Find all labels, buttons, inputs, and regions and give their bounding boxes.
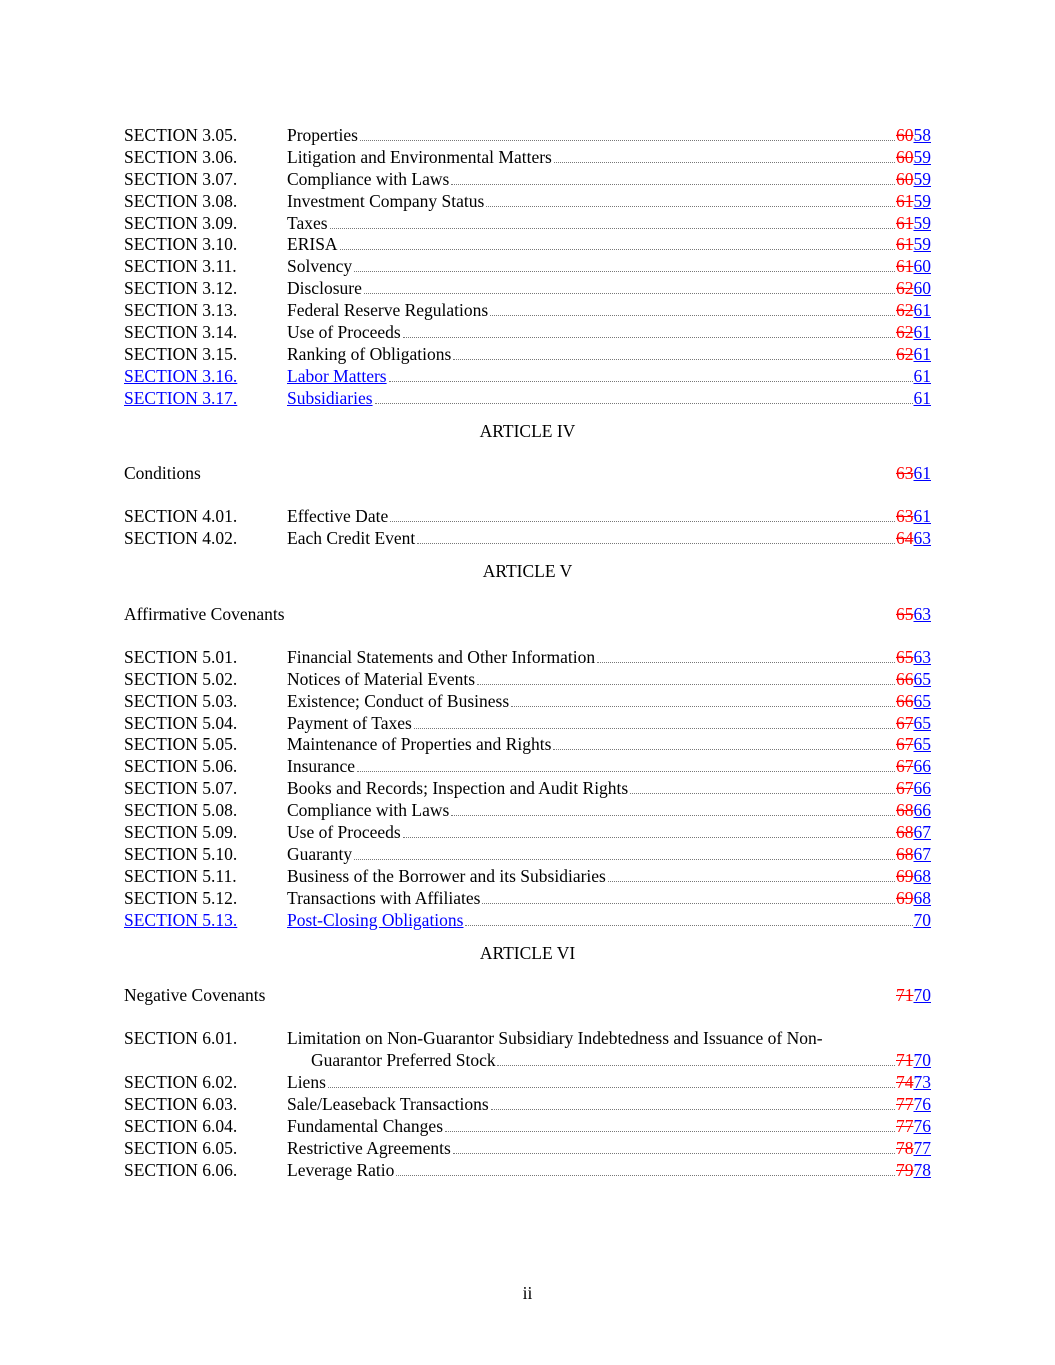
old-page-number: 63	[896, 506, 914, 527]
dot-leader	[403, 322, 895, 338]
old-page-number: 61	[896, 256, 914, 277]
section-title: Post-Closing Obligations	[287, 909, 464, 930]
new-page-link[interactable]: 65	[913, 668, 931, 689]
section-number: SECTION 4.02.	[124, 528, 238, 549]
toc-entry[interactable]	[124, 506, 931, 528]
toc-entry[interactable]	[124, 888, 931, 910]
section-title: Transactions with Affiliates	[287, 887, 481, 908]
toc-entry[interactable]	[124, 1116, 931, 1138]
new-page-link[interactable]: 73	[913, 1072, 931, 1093]
old-page-number: 71	[896, 1050, 914, 1071]
new-page-link[interactable]: 66	[913, 800, 931, 821]
toc-article-iii-sections	[124, 125, 931, 410]
section-title: Payment of Taxes	[287, 712, 412, 733]
new-page-link[interactable]: 61	[913, 506, 931, 527]
new-page-link[interactable]: 59	[913, 146, 931, 167]
section-title-line-1: Limitation on Non-Guarantor Subsidiary Indebtedness and Issuance of Non-	[287, 1028, 823, 1049]
article-iv-title: Conditions	[124, 463, 201, 484]
section-number: SECTION 3.15.	[124, 343, 238, 364]
section-number: SECTION 3.10.	[124, 234, 238, 255]
section-title: Sale/Leaseback Transactions	[287, 1093, 489, 1114]
old-page-number: 67	[896, 712, 914, 733]
toc-entry[interactable]	[124, 366, 931, 388]
section-title: Restrictive Agreements	[287, 1137, 451, 1158]
old-page-number: 78	[896, 1137, 914, 1158]
new-page-link[interactable]: 65	[913, 690, 931, 711]
new-page-link[interactable]: 61	[913, 387, 931, 408]
section-number: SECTION 5.03.	[124, 690, 238, 711]
dot-leader	[490, 300, 895, 316]
page-ref	[896, 234, 931, 256]
toc-entry[interactable]	[124, 910, 931, 932]
old-page-number: 61	[896, 212, 914, 233]
toc-entry[interactable]	[124, 300, 931, 322]
new-page-link[interactable]: 61	[913, 343, 931, 364]
toc-entry[interactable]	[124, 191, 931, 213]
page-ref	[896, 866, 931, 888]
new-page-link[interactable]: 59	[913, 234, 931, 255]
old-page-number: 62	[896, 300, 914, 321]
dot-leader	[597, 647, 895, 663]
section-number: SECTION 5.06.	[124, 756, 238, 777]
page-ref	[896, 844, 931, 866]
section-title: Insurance	[287, 756, 356, 777]
page-ref	[896, 528, 931, 550]
old-page-number: 60	[896, 125, 914, 145]
article-iv-title-row	[124, 463, 931, 485]
page-ref	[896, 713, 931, 735]
dot-leader	[364, 278, 895, 294]
dot-leader	[403, 822, 895, 838]
toc-entry[interactable]	[124, 844, 931, 866]
section-number: SECTION 6.05.	[124, 1137, 238, 1158]
section-number: SECTION 3.06.	[124, 146, 238, 167]
dot-leader	[354, 256, 895, 272]
section-number: SECTION 6.01.	[124, 1028, 238, 1049]
section-number: SECTION 6.04.	[124, 1115, 238, 1136]
toc-entry[interactable]	[124, 344, 931, 366]
section-title: Use of Proceeds	[287, 822, 401, 843]
new-page-link[interactable]: 67	[913, 822, 931, 843]
section-number: SECTION 3.13.	[124, 300, 238, 321]
dot-leader	[486, 191, 895, 207]
new-page-link[interactable]: 58	[913, 125, 931, 145]
page-number-footer: ii	[522, 1283, 533, 1303]
article-v-title: Affirmative Covenants	[124, 604, 285, 625]
table-of-contents	[124, 125, 931, 1182]
toc-entry-section-6-01[interactable]	[124, 1028, 931, 1072]
new-page-link[interactable]: 70	[913, 909, 931, 930]
dot-leader	[445, 1116, 895, 1132]
section-number: SECTION 5.12.	[124, 887, 238, 908]
dot-leader	[451, 800, 895, 816]
toc-entry[interactable]	[124, 169, 931, 191]
new-page-link[interactable]: 77	[913, 1137, 931, 1158]
new-page-link[interactable]: 78	[913, 1159, 931, 1180]
section-title: Subsidiaries	[287, 387, 373, 408]
toc-entry[interactable]	[124, 800, 931, 822]
dot-leader	[497, 1050, 895, 1066]
dot-leader	[375, 388, 913, 404]
dot-leader	[396, 1160, 895, 1176]
toc-entry[interactable]	[124, 734, 931, 756]
toc-entry[interactable]	[124, 278, 931, 300]
section-number: SECTION 3.11.	[124, 256, 237, 277]
page-ref	[896, 125, 931, 147]
dot-leader	[390, 506, 895, 522]
old-page-number: 64	[896, 528, 914, 549]
toc-entry[interactable]	[124, 213, 931, 235]
dot-leader	[453, 1138, 895, 1154]
section-number: SECTION 6.02.	[124, 1072, 238, 1093]
new-page-link[interactable]: 63	[913, 646, 931, 667]
section-number: SECTION 5.07.	[124, 778, 238, 799]
page-ref	[896, 647, 931, 669]
toc-entry[interactable]	[124, 1094, 931, 1116]
page-ref	[914, 366, 932, 388]
section-title: Books and Records; Inspection and Audit Rights	[287, 778, 629, 799]
section-title: Litigation and Environmental Matters	[287, 146, 552, 167]
old-page-number: 77	[896, 1093, 914, 1114]
dot-leader	[482, 888, 895, 904]
section-number: SECTION 3.09.	[124, 212, 238, 233]
article-iv-page	[896, 463, 931, 485]
toc-entry[interactable]	[124, 756, 931, 778]
new-page-link[interactable]: 60	[913, 278, 931, 299]
page-ref	[896, 147, 931, 169]
dot-leader	[553, 734, 895, 750]
old-page-number: 79	[896, 1159, 914, 1180]
page-ref	[896, 1094, 931, 1116]
dot-leader	[477, 669, 895, 685]
toc-entry[interactable]	[124, 388, 931, 410]
section-number: SECTION 6.06.	[124, 1159, 238, 1180]
new-page-link[interactable]: 61	[913, 300, 931, 321]
toc-entry[interactable]	[124, 234, 931, 256]
section-number: SECTION 6.03.	[124, 1093, 238, 1114]
dot-leader	[357, 756, 895, 772]
new-page-link[interactable]: 59	[913, 190, 931, 211]
article-v-title-row	[124, 604, 931, 626]
page-ref	[896, 191, 931, 213]
old-page-number: 62	[896, 343, 914, 364]
new-page-link[interactable]: 65	[913, 734, 931, 755]
old-page-number: 68	[896, 800, 914, 821]
section-number: SECTION 5.02.	[124, 668, 238, 689]
old-page-number: 66	[896, 668, 914, 689]
new-page-link[interactable]: 66	[913, 756, 931, 777]
old-page-number: 67	[896, 734, 914, 755]
section-title: Solvency	[287, 256, 353, 277]
toc-entry[interactable]	[124, 822, 931, 844]
section-number: SECTION 5.11.	[124, 865, 237, 886]
section-title: Maintenance of Properties and Rights	[287, 734, 552, 755]
section-number: SECTION 5.05.	[124, 734, 238, 755]
toc-entry[interactable]	[124, 691, 931, 713]
toc-entry[interactable]	[124, 147, 931, 169]
page-ref	[896, 1116, 931, 1138]
toc-article-vi-sections	[124, 1072, 931, 1181]
section-number: SECTION 3.08.	[124, 190, 238, 211]
section-title: ERISA	[287, 234, 338, 255]
section-number: SECTION 3.07.	[124, 168, 238, 189]
page-ref	[896, 1138, 931, 1160]
section-title: Leverage Ratio	[287, 1159, 395, 1180]
article-vi-heading: ARTICLE VI	[479, 942, 576, 963]
dot-leader	[451, 169, 895, 185]
section-title: Notices of Material Events	[287, 668, 476, 689]
toc-entry[interactable]	[124, 1160, 931, 1182]
new-page-link[interactable]: 66	[913, 778, 931, 799]
page-ref	[896, 669, 931, 691]
section-title: Effective Date	[287, 506, 389, 527]
section-number: SECTION 5.04.	[124, 712, 238, 733]
section-number: SECTION 3.17.	[124, 387, 238, 408]
page-ref	[896, 300, 931, 322]
toc-entry[interactable]	[124, 1072, 931, 1094]
section-number: SECTION 3.05.	[124, 125, 238, 145]
new-page-link[interactable]: 61	[913, 322, 931, 343]
new-page-link[interactable]: 68	[913, 865, 931, 886]
old-page-number: 61	[896, 234, 914, 255]
section-title: Business of the Borrower and its Subsidiaries	[287, 865, 606, 886]
section-title: Taxes	[287, 212, 328, 233]
section-number: SECTION 5.08.	[124, 800, 238, 821]
new-page-link[interactable]: 59	[913, 168, 931, 189]
old-page-number: 69	[896, 887, 914, 908]
article-iv-heading: ARTICLE IV	[479, 420, 576, 441]
old-page-number: 60	[896, 146, 914, 167]
new-page-link[interactable]: 67	[913, 843, 931, 864]
page-ref	[896, 506, 931, 528]
new-page-link[interactable]: 63	[913, 528, 931, 549]
new-page-link[interactable]: 63	[913, 604, 931, 625]
page-ref	[896, 344, 931, 366]
article-vi-title-row	[124, 985, 931, 1007]
article-v-page	[896, 604, 931, 626]
old-page-number: 61	[896, 190, 914, 211]
old-page-number: 65	[896, 604, 914, 625]
article-v-heading: ARTICLE V	[482, 561, 573, 582]
page-ref	[914, 388, 932, 410]
old-page-number: 68	[896, 843, 914, 864]
old-page-number: 62	[896, 322, 914, 343]
toc-entry[interactable]	[124, 866, 931, 888]
new-page-link[interactable]: 65	[913, 712, 931, 733]
dot-leader	[608, 866, 895, 882]
section-title: Disclosure	[287, 278, 362, 299]
section-number: SECTION 4.01.	[124, 506, 238, 527]
toc-entry[interactable]	[124, 1138, 931, 1160]
old-page-number: 74	[896, 1072, 914, 1093]
section-title: Fundamental Changes	[287, 1115, 444, 1136]
toc-entry[interactable]	[124, 528, 931, 550]
old-page-number: 77	[896, 1115, 914, 1136]
old-page-number: 60	[896, 168, 914, 189]
new-page-link[interactable]: 59	[913, 212, 931, 233]
section-title: Compliance with Laws	[287, 800, 450, 821]
new-page-link[interactable]: 68	[913, 887, 931, 908]
old-page-number: 66	[896, 690, 914, 711]
page-ref	[896, 213, 931, 235]
page-ref	[896, 822, 931, 844]
new-page-link[interactable]: 76	[913, 1115, 931, 1136]
section-number: SECTION 5.01.	[124, 646, 238, 667]
toc-entry[interactable]	[124, 713, 931, 735]
page-ref	[896, 1072, 931, 1094]
old-page-number: 65	[896, 646, 914, 667]
page-ref	[896, 734, 931, 756]
new-page-link[interactable]: 76	[913, 1093, 931, 1114]
page-ref	[896, 278, 931, 300]
new-page-link[interactable]: 60	[913, 256, 931, 277]
old-page-number: 63	[896, 463, 914, 484]
section-number: SECTION 3.16.	[124, 365, 238, 386]
page-ref	[896, 322, 931, 344]
dot-leader	[453, 344, 895, 360]
old-page-number: 68	[896, 822, 914, 843]
toc-article-iv-sections	[124, 506, 931, 550]
dot-leader	[360, 125, 895, 141]
section-title: Financial Statements and Other Information	[287, 646, 596, 667]
section-title: Ranking of Obligations	[287, 343, 452, 364]
new-page-link[interactable]: 61	[913, 365, 931, 386]
section-number: SECTION 3.12.	[124, 278, 238, 299]
page-ref	[896, 778, 931, 800]
toc-entry[interactable]	[124, 322, 931, 344]
dot-leader	[491, 1094, 895, 1110]
section-title: Investment Company Status	[287, 190, 485, 211]
page-ref	[896, 256, 931, 278]
page-ref	[896, 756, 931, 778]
page-ref	[896, 1050, 931, 1072]
dot-leader	[330, 213, 895, 229]
section-title: Properties	[287, 125, 358, 145]
section-title: Each Credit Event	[287, 528, 416, 549]
toc-entry[interactable]	[124, 647, 931, 669]
dot-leader	[465, 910, 912, 926]
page-ref	[896, 1160, 931, 1182]
dot-leader	[340, 234, 895, 250]
dot-leader	[389, 366, 913, 382]
section-title: Use of Proceeds	[287, 322, 401, 343]
section-number: SECTION 5.09.	[124, 822, 238, 843]
page-ref	[914, 910, 932, 932]
section-number: SECTION 5.10.	[124, 843, 238, 864]
toc-entry[interactable]	[124, 669, 931, 691]
dot-leader	[414, 713, 895, 729]
section-title: Existence; Conduct of Business	[287, 690, 510, 711]
dot-leader	[554, 147, 895, 163]
page-ref	[896, 888, 931, 910]
dot-leader	[328, 1072, 895, 1088]
section-number: SECTION 5.13.	[124, 909, 238, 930]
article-vi-page	[896, 985, 931, 1007]
page-ref	[896, 691, 931, 713]
dot-leader	[511, 691, 895, 707]
toc-entry[interactable]	[124, 256, 931, 278]
section-title: Guaranty	[287, 843, 353, 864]
old-page-number: 71	[896, 985, 914, 1006]
section-title: Compliance with Laws	[287, 168, 450, 189]
toc-entry[interactable]	[124, 778, 931, 800]
section-number: SECTION 3.14.	[124, 322, 238, 343]
dot-leader	[417, 528, 895, 544]
toc-article-v-sections	[124, 647, 931, 932]
section-title: Labor Matters	[287, 365, 387, 386]
article-vi-title: Negative Covenants	[124, 985, 266, 1006]
old-page-number: 67	[896, 756, 914, 777]
old-page-number: 62	[896, 278, 914, 299]
toc-entry[interactable]	[124, 125, 931, 147]
old-page-number: 67	[896, 778, 914, 799]
old-page-number: 69	[896, 865, 914, 886]
dot-leader	[354, 844, 895, 860]
dot-leader	[630, 778, 895, 794]
new-page-link[interactable]: 70	[913, 985, 931, 1006]
section-title: Liens	[287, 1072, 326, 1093]
new-page-link[interactable]: 70	[913, 1050, 931, 1071]
new-page-link[interactable]: 61	[913, 463, 931, 484]
section-title-line-2: Guarantor Preferred Stock	[311, 1050, 496, 1071]
page-ref	[896, 169, 931, 191]
section-title: Federal Reserve Regulations	[287, 300, 489, 321]
page-ref	[896, 800, 931, 822]
